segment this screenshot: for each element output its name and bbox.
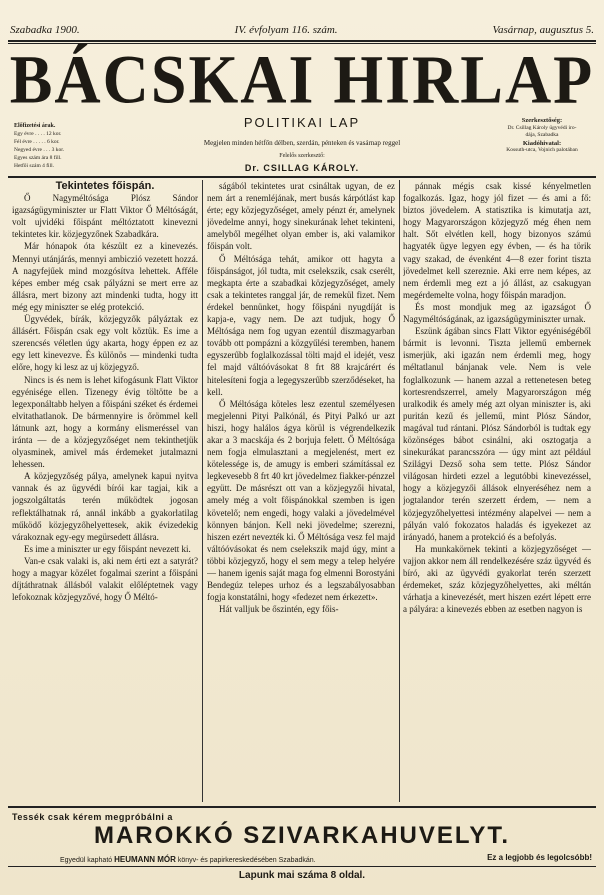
- ad-slogan: Ez a legjobb és legolcsóbb!: [487, 853, 592, 862]
- issue-date: Vasárnap, augusztus 5.: [492, 24, 594, 36]
- price-line: Egy évre . . . . 12 kor.: [14, 131, 62, 137]
- paragraph: Hát valljuk be őszintén, egy főis-: [219, 604, 339, 615]
- masthead-subtitle: POLITIKAI LAP: [243, 115, 361, 130]
- office-line: Dr. Csillag Károly ügyvédi iro-: [507, 124, 577, 131]
- divider: [8, 866, 596, 867]
- paragraph: Es ime a miniszter ur egy főispánt nevezett ki.: [24, 543, 191, 554]
- office-heading: Szerkesztőség:: [521, 117, 563, 124]
- page-count-note: Lapunk mai száma 8 oldal.: [238, 870, 366, 881]
- ad-vendor: [60, 855, 316, 864]
- office-line: dája, Szabadka: [525, 132, 559, 138]
- paragraph: Ügyvédek, bírák, közjegyzők pályáztak ez állásért. Főispán csak egy volt köztük. Es ime a szerencsés véletlen úgy akarta, hogy éppen ez az egy lett kinevezve. És különös — mindenki tudta előre, hogy ki lesz az uj közjegyző.: [12, 314, 198, 373]
- article-column-1: [12, 180, 198, 802]
- ad-intro: Tessék csak kérem megpróbálni a: [12, 812, 173, 822]
- paragraph: A közjegyzőség pálya, amelynek kapui nyitva vannak és az ügyvédi bírói kar tagjai, kik a jogszolgáltatás terén működtek jogosan reflektálhatnak rá, annál inkább a gyakorlatilag működő közjegyzőhelyettesek, akik évizedekig várakoznak egy-egy megürsedett állásra.: [12, 471, 198, 542]
- editor-name: Dr. CSILLAG KÁROLY.: [244, 163, 360, 173]
- price-line: Egyes szám ára 8 fill.: [14, 155, 62, 161]
- paragraph: Ő Nagyméltósága Plósz Sándor igazságügyminiszter ur Flatt Viktor Ő Méltóságát, volt ujvidéki főispánt méltóztatott kinevezni tekintetes kir. közjegyzőnek Szabadkára.: [12, 193, 198, 240]
- column-divider: [202, 180, 203, 802]
- office-info: [488, 117, 596, 155]
- price-line: Fél évre . . . . . 6 kor.: [14, 139, 60, 145]
- ad-headline: MAROKKÓ SZIVARKAHUVELYT.: [93, 822, 511, 849]
- paragraph: Nincs is és nem is lehet kifogásunk Flatt Viktor egyénisége ellen. Tizenegy évig töltötte be a legexponáltabb helyen a főispáni széket és érdemei elvitathatlanok. De bármennyire is őrömmel kell látnunk azt, hogy a kormány elismeréssel van iránta — de a közjegyzőséget nem tekinthetjük olyasminek, amivel más érdemeket jutalmazni lehessen.: [12, 374, 198, 470]
- paragraph: Ő Méltósága tehát, amikor ott hagyta a főispánságot, jól tudta, mit cselekszik, csak cserélt, megkapta érte a szabadkai közjegyzőséget, amely csak a tekintetes ranggal jár, de remekül fizet. Nem érdekel bennünket, hogy főispáni nyugdíját is kapja-e, vagy nem. De azt tudjuk, hogy Ő Méltósága nem fog ugyan ezentúl diszmagyarban tovább ott pompázni a közgyűlési teremben, hanem egyszerűbb foglalkozással tölti majd el idejét, vesz fel majd váltóóvásokat 8 frt 88 krajcárért és hitelesíteni fogja a legegyszerűbb szerződéseket, ha kell.: [207, 253, 395, 397]
- article-column-2: [207, 180, 395, 802]
- paragraph: Van-e csak valaki is, aki nem érti ezt a satyrát? hogy a magyar közélet fogalmai szerint a főispáni díjtáthratnak állásból valakit előléptetnek vagy lefokoznak közjegyzővé, hogy Ő Méltó-: [12, 555, 198, 603]
- prices-heading: Előfizetési árak.: [14, 123, 56, 129]
- price-line: Hetfői szám 4 fill.: [14, 163, 55, 169]
- price-line: Negyed évre . . . 3 kor.: [14, 147, 65, 153]
- paragraph: Ő Méltósága köteles lesz ezentul személyesen megjelenni Pityi Palkónál, és Pityi Palkó ur azt hiszi, hogy halálos ágya körül is végrendelkezik akar a 3 macskája és 2 borjuja felett. Ő Méltósága nem fogja elmulasztani a megjelenést, mert ez kötelessége is, de amugy is emberi számítással ez legkevesebb 8 frt 40 krt jövedelmez fiakker-pénzzel együtt. De másrészt ott van a közjegyzői hivatal, amely még a volt főispánokkal szemben is igen követelő; nem engedi, hogy valaki a jövedelmével könnyen bánjon. Kell neki jövedelme; szerezni, hiszen ezért nevezték ki. Ő Méltósága vesz fel majd váltóóvásokat és nem cselekszik majd úgy, mint a többi közjegyző, hogy el sem megy a telep helyére — hanem igenis saját maga fog elmenni Borostyáni Bendegúz telepes urhoz és a legszabályosabban fogja konstatálni, hogy «fedezet nem érkezett».: [207, 398, 395, 603]
- place-year: Szabadka 1900.: [10, 24, 80, 36]
- ad-vendor-name: HEUMANN MÓR: [114, 855, 176, 864]
- ad-vendor-prefix: Egyedül kapható: [60, 857, 113, 864]
- divider: [8, 176, 596, 178]
- paragraph: Már hónapok óta készült ez a kinevezés. Mennyi utánjárás, mennyi ambiczió vezetett hozzá. A nagyfejűek mind mozgósítva lehettek. Afféle képes ember még csak pályázni se mert erre az állásra, mert bizony azt mindenki tudta, hogy itt még egy miniszter se elég protekció.: [12, 241, 198, 312]
- publisher-line: Kossuth-utca, Vojnich palotában: [506, 147, 578, 153]
- editor-label: Felelős szerkesztő:: [279, 153, 325, 159]
- divider: [8, 806, 596, 808]
- publishing-schedule: Megjelen minden hétfőn délben, szerdán, pénteken és vasárnap reggel: [203, 139, 401, 147]
- volume-number: IV. évfolyam 116. szám.: [234, 24, 338, 36]
- paragraph: ságából tekintetes urat csináltak ugyan, de ez nem árt a renemléjának, mert busás kárpótlást kap érte; egy közjegyzőséget, amely pénzt ér, amelynek jövedelme annyi, hogy sinekurának lehet tekinteni, amelyből megélhet olyan ember is, aki valamikor főispán volt.: [207, 181, 395, 252]
- column-divider: [399, 180, 400, 802]
- paragraph: És most mondjuk meg az igazságot Ő Nagyméltóságának, az igazságügyminiszter urnak.: [403, 301, 591, 325]
- dateline: [10, 24, 594, 40]
- article-title: Tekintetes főispán.: [55, 180, 155, 192]
- article-column-3: [403, 180, 591, 802]
- paragraph: Eszünk ágában sincs Flatt Viktor egyéniségéből bármit is levonni. Tiszta jellemű embernek ismerjük, aki igazán nem érdemli meg, hogy méltatlanul bánjanak vele. Nem is vele foglalkozunk — hanem azzal a rettenetesen beteg kortesrendszerrel, amely Magyarországon még uralkodik és amely még azt olyan miniszter is, aki puritán kezű és jellemű, mint Plósz Sándor, magával tud rántani. Plósz Sándorból is tudtak egy közönséges bábot csinálni, aki osztogatja a sinekurákat parancsszóra — úgy mint azt például Szilágyi Dezső soha sem tette. Plósz Sándor világosan hirdeti ezzel a legutóbbi kinevezéssel, hogy a közjegyzői állások elnyeréséhez nem a jogtalandor terén szerzett érdem, — nem a közjegyzőhelyettesi intézmény alapelvei — nem a pályán való fokozatos haladás és igyekezet az irányadó, hanem a protekció és a befolyás.: [403, 326, 591, 542]
- ad-vendor-suffix: könyv- és papirkereskedésében Szabadkán.: [177, 857, 316, 864]
- paragraph: pánnak mégis csak kissé kényelmetlen fogalkozás. Igaz, hogy jól fizet — és ami a fő: biztos jövedelem. A statisztika is kimutatja azt, hogy Magyarországon közjegyző még éhen nem halt. Sőt elvétlen kell, hogy bizonyos számú hagyaték ügye legyen egy évben, — és ha törik vagy szakad, de évenként 4—8 ezer forint tiszta jövedelmet kell szereznie. Aki erre nem képes, az nem érdemli meg ezt a jó állást, az csakugyan megérdemelte volna, hogy főispán maradjon.: [403, 181, 591, 300]
- publisher-heading: Kiadóhivatal:: [522, 139, 562, 147]
- masthead-title: BÁCSKAI HIRLAP: [9, 41, 595, 118]
- paragraph: Ha munkakörnek tekinti a közjegyzőséget — vajjon akkor nem áll rendelkezésére száz ügyvéd és bíró, aki az ügyvédi gyakorlat terén szerzett érdemeket, száz közjegyzőhelyettes, aki méltán várhatja a kinevezését, mert hiszen ezért lépett erre a pályára: a kinevezés ebben az esetben nagyon is: [403, 543, 591, 615]
